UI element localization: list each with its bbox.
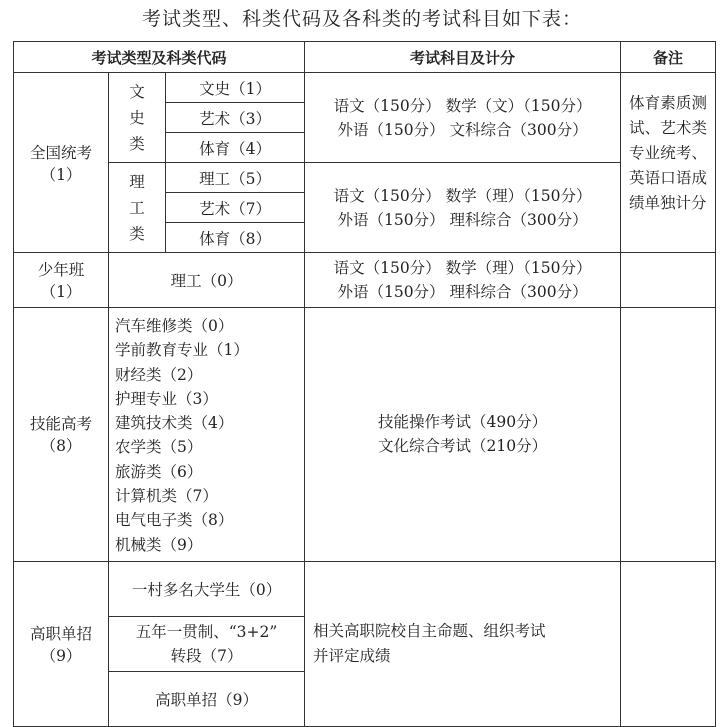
youth-subjects: 语文（150分） 数学（理）（150分） 外语（150分） 理科综合（300分） [305,253,621,308]
skills-cell [14,308,109,562]
category-item: 文史（1） [166,73,305,103]
exam-table [13,41,716,727]
national-code: （1） [40,165,82,184]
category-item: 艺术（7） [166,193,305,223]
vocational-item: 五年一贯制、“3+2” 转段（7） [109,616,305,671]
national-cell [14,73,109,253]
page-title: 考试类型、科类代码及各科类的考试科目如下表： [141,8,582,30]
list-item: 汽车维修类（0） [115,317,234,335]
skills-code: （8） [40,437,82,456]
vocational-subjects: 相关高职院校自主命题、组织考试 并评定成绩 [305,561,621,726]
vocational-item: 高职单招（9） [109,671,305,726]
category-item: 理工（5） [166,163,305,193]
list-item: 计算机类（7） [115,487,218,506]
header-subjects: 考试科目及计分 [305,42,621,73]
list-item: 财经类（2） [115,365,203,384]
vocational-remark [621,561,716,726]
list-item: 电气电子类（8） [115,511,234,530]
list-item: 建筑技术类（4） [115,414,234,433]
skills-list [109,308,305,562]
youth-name: 少年班 [37,261,85,279]
vocational-code: （9） [40,646,82,665]
skills-remark [621,308,716,562]
skills-subjects: 技能操作考试（490分） 文化综合考试（210分） [305,308,621,562]
header-row [14,42,716,73]
category-item: 艺术（3） [166,103,305,133]
vocational-name: 高职单招 [29,624,92,643]
vocational-cell [14,561,109,726]
li-label: 理 工 类 [109,163,166,253]
list-item: 机械类（9） [115,535,203,554]
category-item: 体育（4） [166,133,305,163]
vocational-item: 一村多名大学生（0） [109,561,305,616]
youth-category: 理工（0） [109,253,305,308]
list-item: 学前教育专业（1） [115,341,249,360]
header-remark: 备注 [621,42,716,73]
category-item: 体育（8） [166,223,305,253]
wen-label: 文 史 类 [109,73,166,163]
list-item: 旅游类（6） [115,462,203,481]
youth-cell [14,253,109,308]
list-item: 护理专业（3） [115,389,218,408]
wen-subjects: 语文（150分） 数学（文）（150分） 外语（150分） 文科综合（300分） [305,73,621,163]
li-subjects: 语文（150分） 数学（理）（150分） 外语（150分） 理科综合（300分） [305,163,621,253]
header-type: 考试类型及科类代码 [14,42,305,73]
national-name: 全国统考 [29,143,92,162]
skills-name: 技能高考 [29,415,92,434]
list-item: 农学类（5） [115,438,203,457]
youth-remark [621,253,716,308]
youth-code: （1） [40,283,82,301]
national-remark: 体育素质测试、艺术类专业统考、英语口语成绩单独计分 [621,73,716,253]
